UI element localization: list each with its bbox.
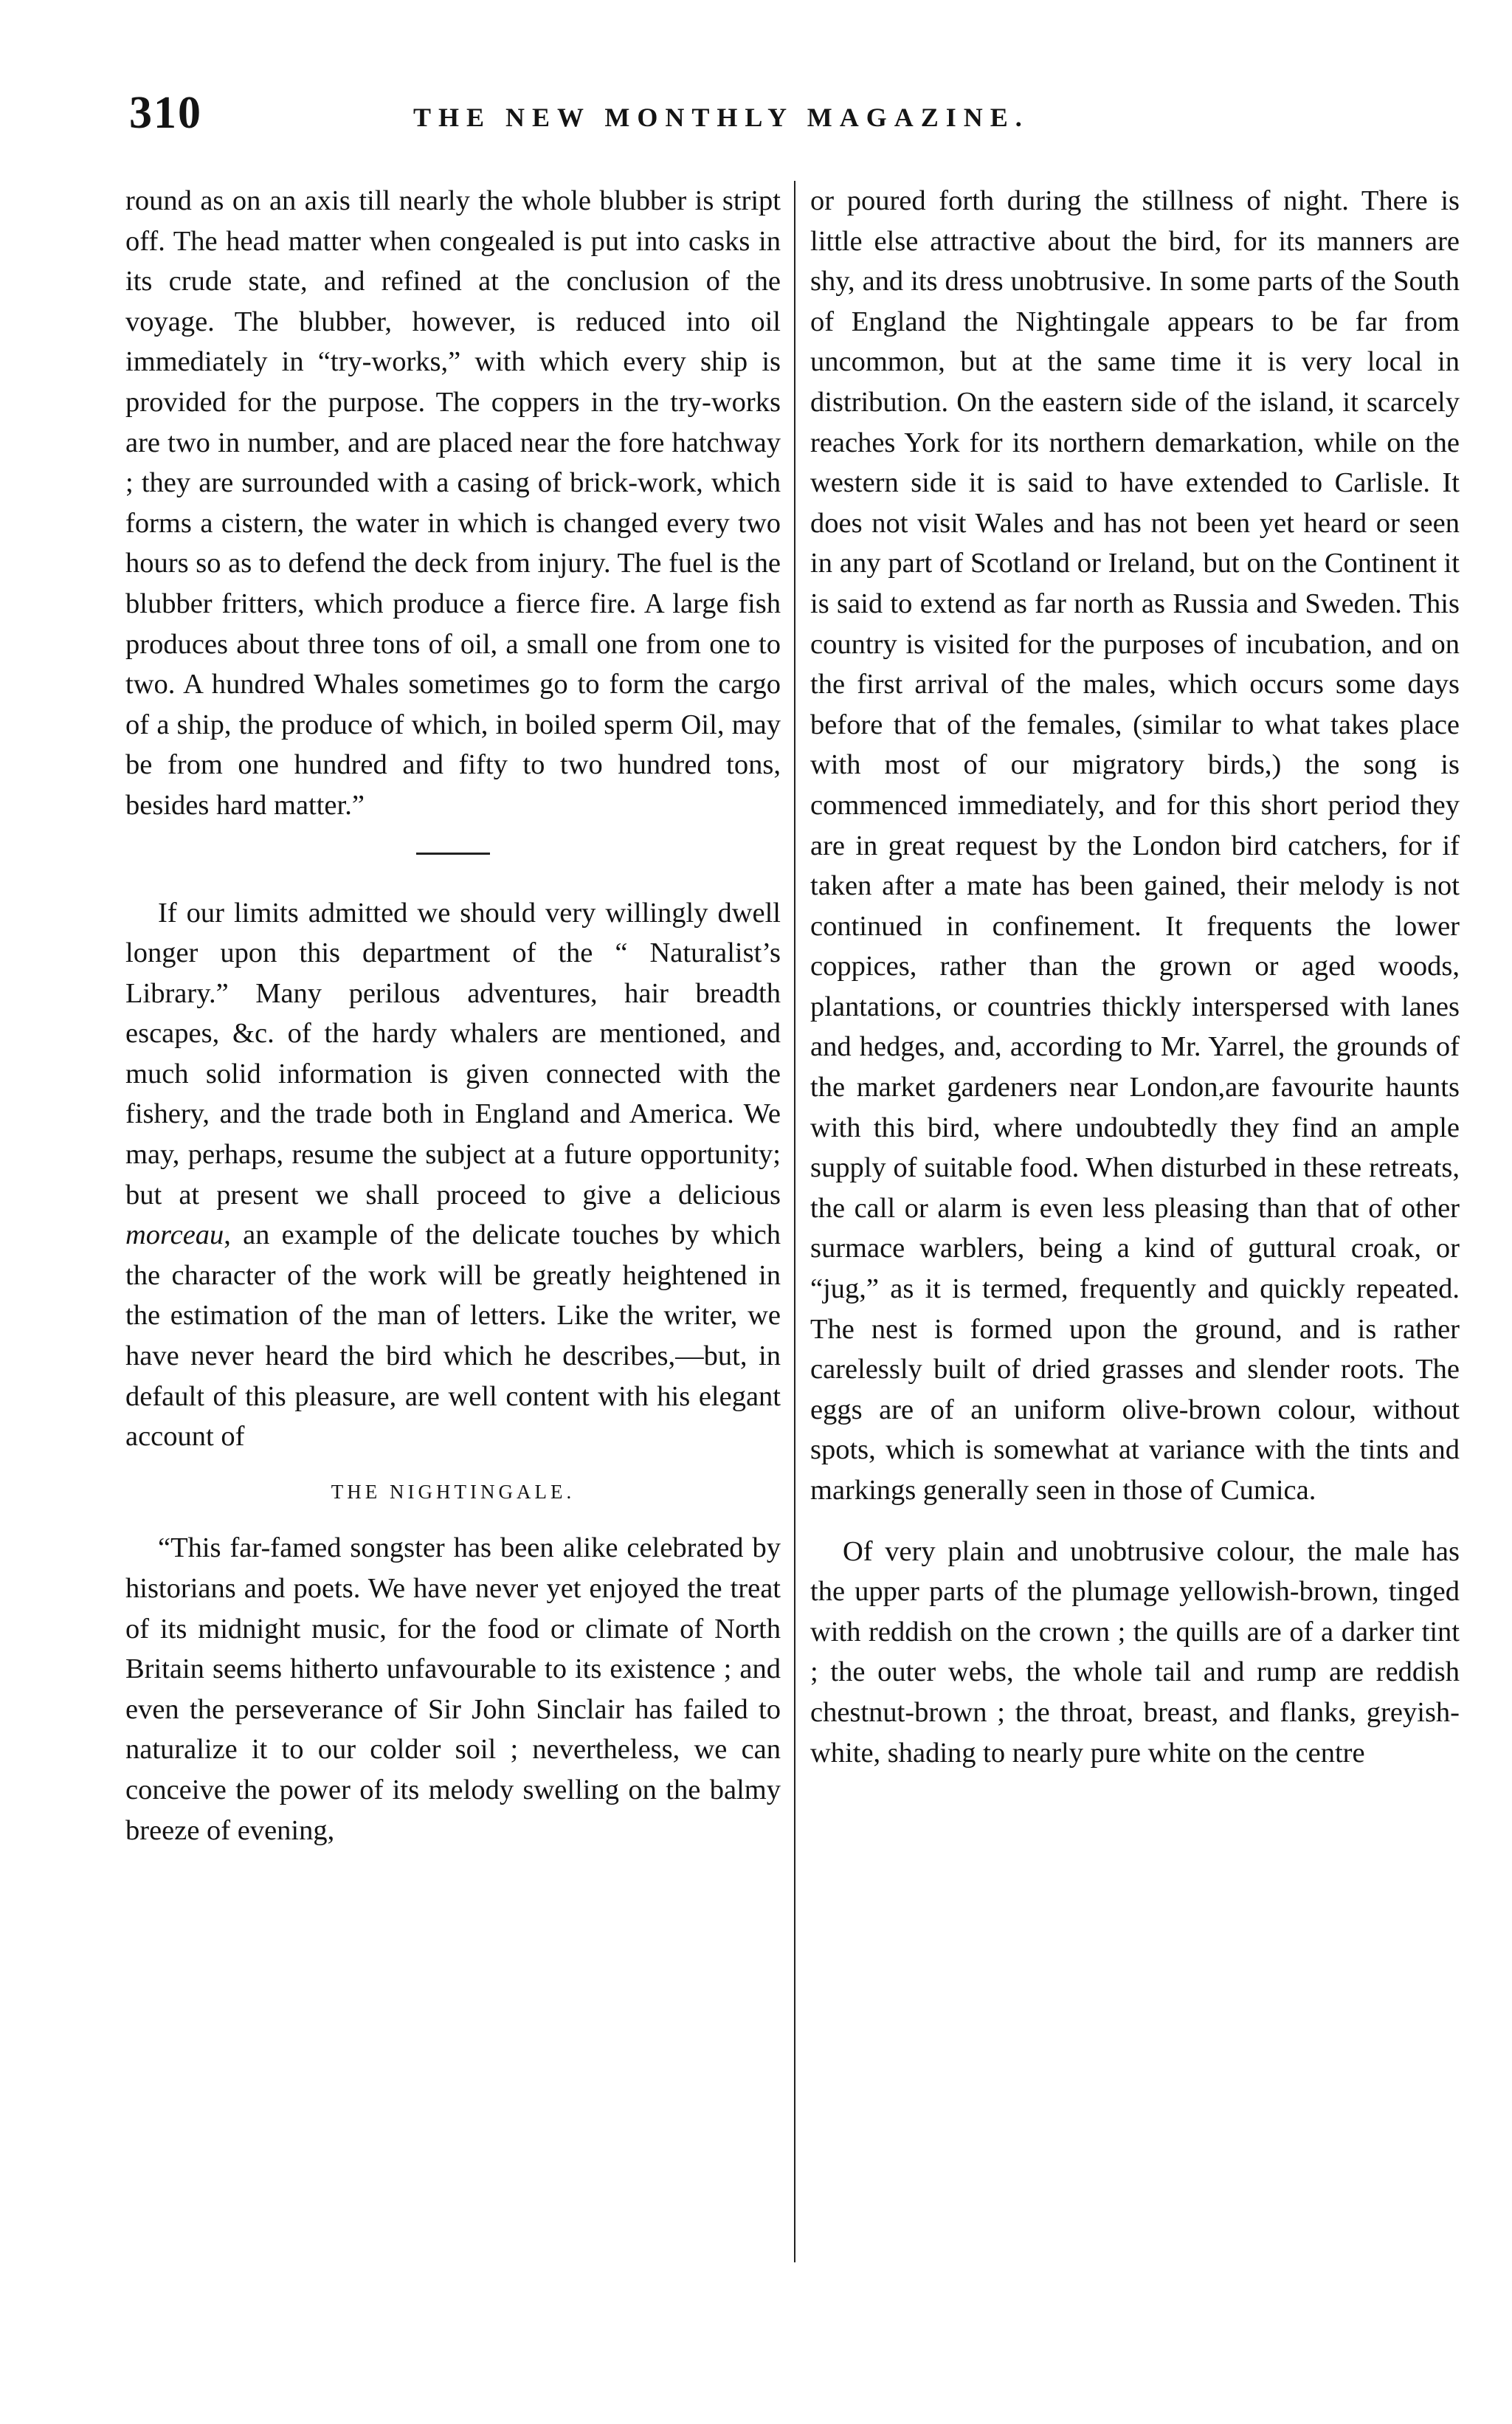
page-number: 310 xyxy=(129,88,202,138)
naturalist-library-paragraph xyxy=(125,893,781,1457)
whale-oil-paragraph: round as on an axis till nearly the whole blubber is stript off. The head matter when congealed is put into casks in its crude state, and refined at the conclusion of the voyage. The blubber, however, is reduced into oil immediately in “try-works,” with which every ship is provided for the purpose. The coppers in the try-works are two in number, and are placed near the fore hatchway ; they are surrounded with a casing of brick-work, which forms a cistern, the water in which is changed every two hours so as to defend the deck from injury. The fuel is the blubber fritters, which produce a fierce fire. A large fish produces about three tons of oil, a small one from one to two. A hundred Whales sometimes go to form the cargo of a ship, the produce of which, in boiled sperm Oil, may be from one hundred and fifty to two hundred tons, besides hard matter.” xyxy=(125,185,781,821)
paragraph-text: , an example of the delicate touches by which the character of the work will be greatly heightened in the estimation of the man of letters. Like the writer, we have never heard the bird which he describes,—but, in default of this pleasure, are well content with his elegant account of xyxy=(125,1219,781,1453)
nightingale-plumage-paragraph: Of very plain and unobtrusive colour, the male has the upper parts of the plumage yellowish-brown, tinged with reddish on the crown ; the quills are of a darker tint ; the outer webs, the whole tail and rump are reddish chestnut-brown ; the throat, breast, and flanks, greyish-white, shading to nearly pure white on the centre xyxy=(810,1535,1460,1769)
paragraph-gap xyxy=(810,1511,1460,1532)
section-heading: THE NIGHTINGALE. xyxy=(331,1480,576,1503)
nightingale-distribution-paragraph: or poured forth during the stillness of night. There is little else attractive about the bird, for its manners are shy, and its dress unobtrusive. In some parts of the South of England the Nightingale appears to be far from uncommon, but at the same time it is very local in distribution. On the eastern side of the island, it scarcely reaches York for its northern demarkation, while on the western side it is said to have extended to Carlisle. It does not visit Wales and has not been yet heard or seen in any part of Scotland or Ireland, but on the Continent it is said to extend as far north as Russia and Sweden. This country is visited for the purposes of incubation, and on the first arrival of the males, which occurs some days before that of the females, (similar to what takes place with most of our migratory birds,) the song is commenced immediately, and for this short period they are in great request by the London bird catchers, for if taken after a mate has been gained, their melody is not continued in confinement. It frequents the lower coppices, rather than the grown or aged woods, plantations, or countries thickly interspersed with lanes and hedges, and, according to Mr. Yarrel, the grounds of the market gardeners near London,are favourite haunts with this bird, where undoubtedly they find an ample supply of suitable food. When disturbed in these retreats, the call or alarm is even less pleasing than that of other surmace warblers, being a kind of guttural croak, or “jug,” as it is termed, frequently and quickly repeated. The nest is formed upon the ground, and is rather carelessly built of dried grasses and slender roots. The eggs are of an uniform olive-brown colour, without spots, which is somewhat at variance with the tints and markings generally seen in those of Cumica. xyxy=(810,185,1460,1506)
right-column xyxy=(810,181,1460,1773)
nightingale-intro-paragraph: “This far-famed songster has been alike celebrated by historians and poets. We have never yet enjoyed the treat of its midnight music, for the food or climate of North Britain seems hitherto unfavourable to its existence ; and even the perseverance of Sir John Sinclair has failed to naturalize it to our colder soil ; nevertheless, we can conceive the power of its melody swelling on the balmy breeze of evening, xyxy=(125,1532,781,1846)
column-rule xyxy=(794,181,795,2262)
paragraph-text: If our limits admitted we should very willingly dwell longer upon this department of the “ Naturalist’s Library.” Many perilous adventures, hair breadth escapes, &c. of the hardy whalers are mentioned, and much solid information is given connected with the fishery, and the trade both in England and America. We may, perhaps, resume the subject at a future opportunity; but at present we shall proceed to give a delicious xyxy=(125,897,781,1211)
section-divider xyxy=(416,853,490,855)
running-title: THE NEW MONTHLY MAGAZINE. xyxy=(413,103,1029,132)
left-column xyxy=(125,181,781,1850)
italic-word: morceau xyxy=(125,1219,224,1251)
